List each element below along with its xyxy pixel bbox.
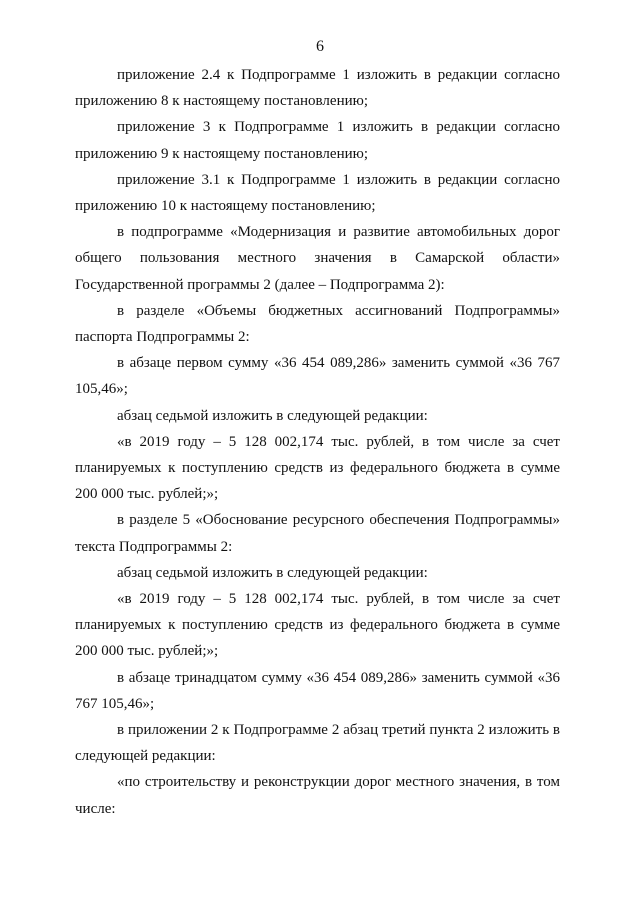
paragraph: «в 2019 году – 5 128 002,174 тыс. рублей, в том числе за счет планируемых к поступлению средств из федерального бюджета в сумме 200 000 тыс. рублей;»; [75,591,560,660]
paragraph: абзац седьмой изложить в следующей редакции: [117,407,428,424]
document-body [75,62,560,822]
paragraph: в приложении 2 к Подпрограмме 2 абзац третий пункта 2 изложить в следующей редакции: [75,722,560,765]
paragraph: в разделе 5 «Обоснование ресурсного обеспечения Подпрограммы» текста Подпрограммы 2: [75,512,560,555]
paragraph: абзац седьмой изложить в следующей редакции: [117,564,428,581]
paragraph: приложение 3.1 к Подпрограмме 1 изложить в редакции согласно приложению 10 к настоящему постановлению; [75,171,560,215]
page-number: 6 [316,38,324,55]
paragraph: приложение 3 к Подпрограмме 1 изложить в редакции согласно приложению 9 к настоящему постановлению; [75,119,560,162]
paragraph: приложение 2.4 к Подпрограмме 1 изложить в редакции согласно приложению 8 к настоящему постановлению; [75,67,560,110]
paragraph: «в 2019 году – 5 128 002,174 тыс. рублей, в том числе за счет планируемых к поступлению средств из федерального бюджета в сумме 200 000 тыс. рублей;»; [75,433,560,503]
paragraph: в разделе «Объемы бюджетных ассигнований Подпрограммы» паспорта Подпрограммы 2: [75,302,560,346]
paragraph: в подпрограмме «Модернизация и развитие автомобильных дорог общего пользования местного значения в Самарской области» Государственной программы 2 (далее – Подпрограмма 2): [75,224,560,293]
paragraph: «по строительству и реконструкции дорог местного значения, в том числе: [75,774,560,817]
paragraph: в абзаце первом сумму «36 454 089,286» заменить суммой «36 767 105,46»; [75,355,560,398]
paragraph: в абзаце тринадцатом сумму «36 454 089,286» заменить суммой «36 767 105,46»; [75,669,560,712]
